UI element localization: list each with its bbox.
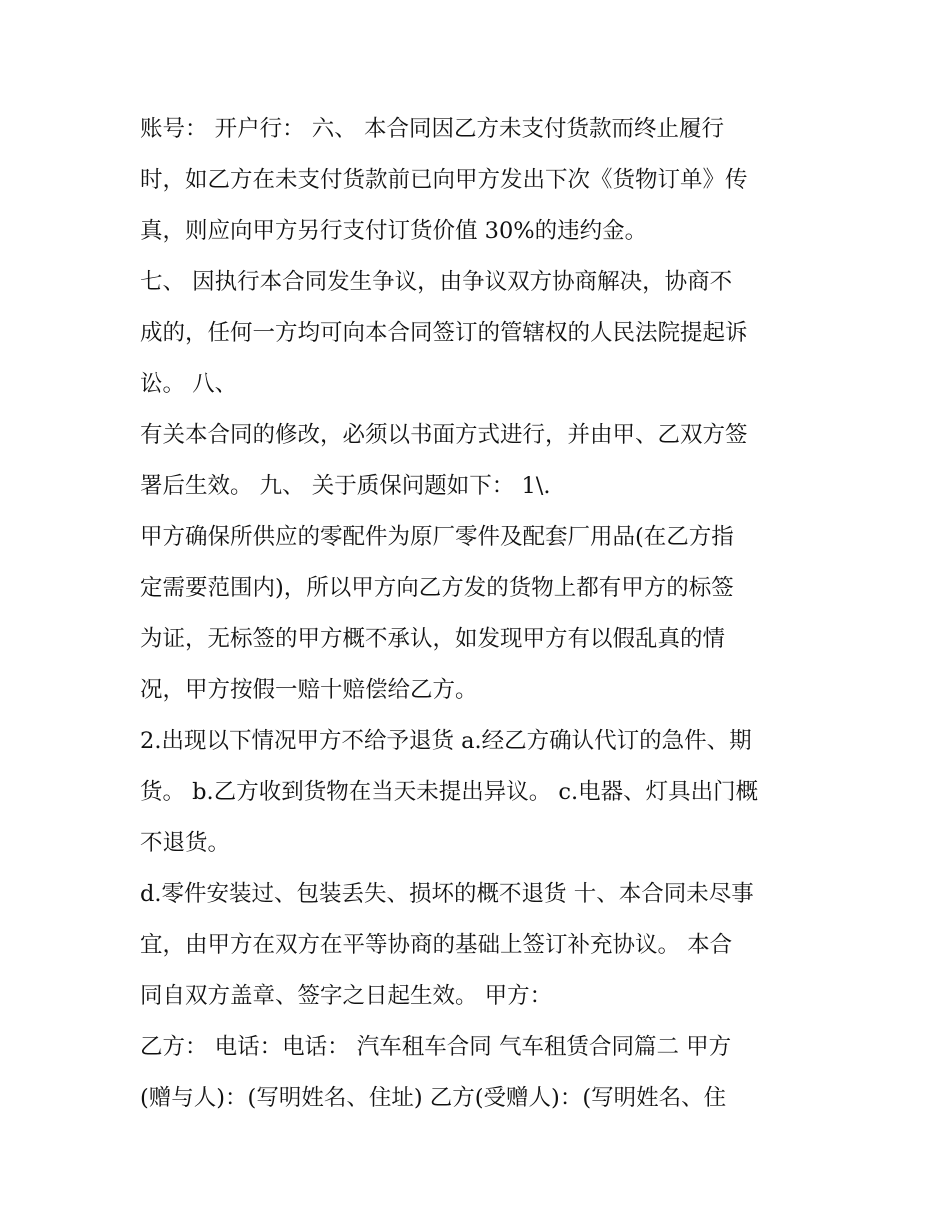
- text-line: 七、 因执行本合同发生争议，由争议双方协商解决，协商不: [140, 269, 733, 295]
- text-line: 况，甲方按假一赔十赔偿给乙方。: [140, 677, 478, 703]
- text-line: 署后生效。 九、 关于质保问题如下： 1\.: [140, 473, 551, 499]
- text-line: d.零件安装过、包装丢失、损坏的概不退货 十、本合同未尽事: [140, 881, 754, 907]
- text-line: 为证，无标签的甲方概不承认，如发现甲方有以假乱真的情: [140, 626, 726, 652]
- text-line: 乙方： 电话：电话： 汽车租车合同 气车租赁合同篇二 甲方: [140, 1034, 732, 1060]
- paragraph-8: [140, 410, 820, 512]
- text-line: 货。 b.乙方收到货物在当天未提出异议。 c.电器、灯具出门概: [140, 779, 759, 805]
- paragraph-10: [140, 869, 820, 1022]
- paragraph-signature: [140, 1022, 820, 1124]
- text-line: 真，则应向甲方另行支付订货价值 30%的违约金。: [140, 218, 648, 244]
- paragraph-7: [140, 257, 820, 410]
- text-line: 时，如乙方在未支付货款前已向甲方发出下次《货物订单》传: [140, 167, 748, 193]
- document-body: [140, 104, 820, 1124]
- paragraph-warranty-2: [140, 716, 820, 869]
- paragraph-6: [140, 104, 820, 257]
- text-line: 讼。 八、: [140, 371, 238, 397]
- text-line: 宜，由甲方在双方在平等协商的基础上签订补充协议。 本合: [140, 932, 733, 958]
- text-line: 不退货。: [140, 830, 231, 856]
- text-line: 定需要范围内)，所以甲方向乙方发的货物上都有甲方的标签: [140, 575, 734, 601]
- text-line: 甲方确保所供应的零配件为原厂零件及配套厂用品(在乙方指: [140, 524, 734, 550]
- text-line: 成的，任何一方均可向本合同签订的管辖权的人民法院提起诉: [140, 320, 748, 346]
- text-line: (赠与人)：(写明姓名、住址) 乙方(受赠人)：(写明姓名、住: [140, 1085, 727, 1111]
- paragraph-warranty-1: [140, 512, 820, 716]
- text-line: 有关本合同的修改，必须以书面方式进行，并由甲、乙双方签: [140, 422, 748, 448]
- text-line: 2.出现以下情况甲方不给予退货 a.经乙方确认代订的急件、期: [140, 728, 752, 754]
- text-line: 同自双方盖章、签字之日起生效。 甲方：: [140, 983, 553, 1009]
- text-line: 账号： 开户行： 六、 本合同因乙方未支付货款而终止履行: [140, 116, 724, 142]
